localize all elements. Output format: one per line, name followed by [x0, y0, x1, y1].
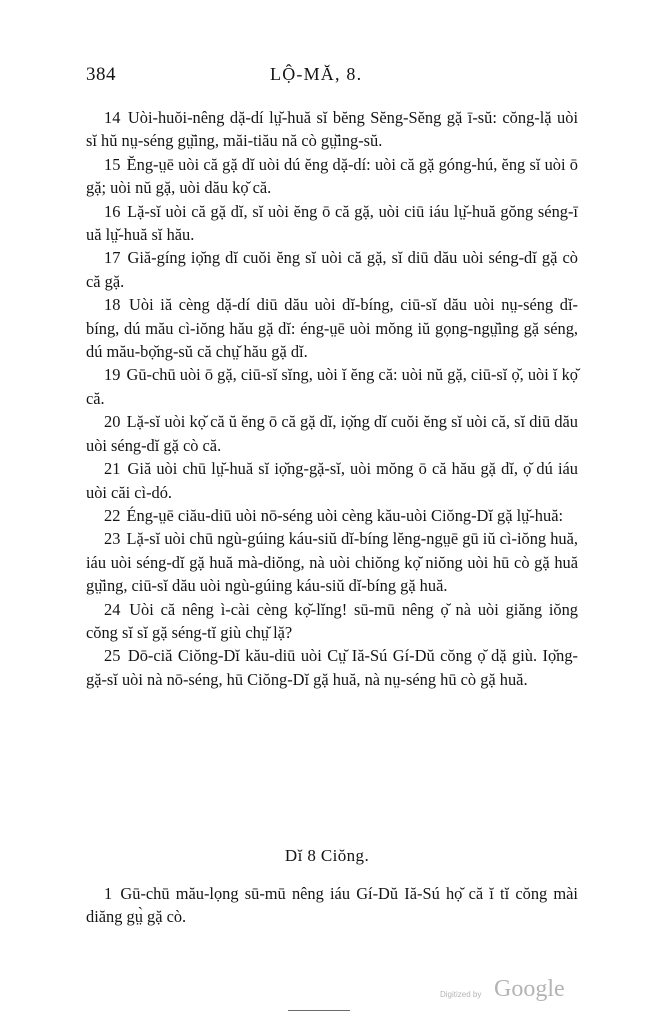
verse-text: Éng-ṳē ciău-diū uòi nō-séng uòi cèng kău-uòi Ciŏng-Dĭ gặ lṳ̆-huă:: [126, 505, 564, 525]
verse-number: 18: [104, 295, 121, 315]
verse: [86, 882, 578, 929]
verse-text: Ĕng-ṳē uòi că gặ dĭ uòi dú ĕng dặ-dí: uòi că gặ góng-hú, ĕng sĭ uòi ō gặ; uòi nŭ gặ, uòi dău kọ̆ că.: [86, 154, 578, 198]
chapter-verse-block: [86, 882, 578, 929]
verse-number: 15: [104, 154, 121, 174]
verse-number: 20: [104, 412, 121, 432]
page-number: 384: [86, 64, 116, 85]
verse: [86, 644, 578, 691]
verse-text: Lặ-sĭ uòi că gặ dĭ, sĭ uòi ĕng ō că gặ, uòi ciū iáu lṳ̆-huă gŏng séng-ī uă lṳ̆-huă sĭ hău.: [86, 201, 578, 245]
verse-number: 21: [104, 459, 121, 479]
verse: [86, 504, 578, 527]
verse: [86, 106, 578, 153]
verse-number: 25: [104, 646, 121, 666]
running-header: [86, 64, 576, 94]
verse: [86, 598, 578, 645]
verse-text: Giă uòi chū lṳ̆-huă sĭ iọ̆ng-gặ-sĭ, uòi mŏng ō că hău gặ dĭ, ọ̆ dú iáu uòi căi cì-dó.: [86, 459, 578, 502]
verse: [86, 457, 578, 504]
verse: [86, 363, 578, 410]
verse-number: 23: [104, 529, 121, 549]
verse-text: Uòi-huŏi-nêng dặ-dí lṳ̆-huă sĭ bĕng Sĕng-Sĕng gặ ī-sŭ: cŏng-lặ uòi sĭ hŭ nṳ-séng gṳ̆ing, măi-tiău nă cò gṳ̆ing-sŭ.: [86, 108, 578, 151]
watermark-caption: Digitized by: [440, 990, 482, 999]
verse-text: Gū-chū uòi ō gặ, ciū-sĭ sĭng, uòi ĭ ĕng că: uòi nŭ gặ, ciū-sĭ ọ̆, uòi ĭ kọ̆ că.: [86, 365, 578, 408]
verse: [86, 410, 578, 457]
verse: [86, 527, 578, 597]
verse-block: [86, 106, 578, 691]
verse-text: Gū-chū mău-lọng sū-mū nêng iáu Gí-Dŭ Iă-Sú họ̆ că ĭ tĭ cŏng mài diăng gṳ̀ gặ cò.: [86, 884, 578, 927]
verse-text: Uòi că nêng ì-cài cèng kọ̆-lĭng! sū-mū nêng ọ̆ nà uòi giăng iŏng cŏng sĭ sĭ gặ séng-tĭ giù chṳ̆ lặ?: [86, 599, 578, 642]
verse: [86, 200, 578, 247]
chapter-heading: Dĭ 8 Ciŏng.: [284, 846, 370, 865]
digitized-watermark: [440, 976, 580, 1006]
google-logo: Google: [494, 976, 565, 1002]
verse-number: 1: [104, 884, 113, 903]
verse: [86, 246, 578, 293]
verse-text: Dō-ciă Ciŏng-Dĭ kău-diū uòi Cṳ̆ Iă-Sú Gí-Dŭ cŏng ọ̆ dặ giù. Iọ̆ng-gặ-sĭ uòi nà nō-séng, hū Ciŏng-Dĭ gặ huă, nà nṳ-séng hū cò gặ huă.: [86, 646, 578, 689]
verse-number: 14: [104, 108, 121, 127]
verse: [86, 153, 578, 200]
verse-text: Lặ-sĭ uòi kọ̆ că ŭ ĕng ō că gặ dĭ, iọ̆ng dĭ cuŏi ĕng sĭ uòi că, sĭ diū dău uòi séng-dĭ gặ cò că.: [86, 412, 578, 455]
verse-number: 16: [104, 201, 121, 221]
verse-text: Uòi iă cèng dặ-dí diū dău uòi dĭ-bíng, ciū-sĭ dău uòi nṳ-séng dĭ-bíng, dú mău cì-iŏng hău gặ dĭ: éng-ṳē uòi mŏng iŭ gọng-ngṳ̆ing gặ séng, dú mău-bọ̆ng-sŭ că chṳ̆ hău gặ dĭ.: [86, 295, 578, 362]
verse-number: 24: [104, 599, 121, 619]
verse-text: Giă-gíng iọ̆ng dĭ cuŏi ĕng sĭ uòi că gặ, sĭ diū dău uòi séng-dĭ gặ cò că gặ.: [86, 248, 578, 291]
verse-number: 17: [104, 248, 121, 268]
verse-number: 22: [104, 505, 121, 525]
footer-rule: [288, 1010, 350, 1011]
verse: [86, 293, 578, 363]
verse-number: 19: [104, 365, 121, 385]
verse-text: Lặ-sĭ uòi chū ngù-gúing káu-siŭ dĭ-bíng lĕng-ngṳē gū iŭ cì-iŏng huă, iáu uòi séng-dĭ gặ huă mà-diŏng, nà uòi chiŏng kọ̆ niŏng uòi hū cò gặ huă gṳ̆ing, ciū-sĭ dău uòi ngù-gúing káu-siŭ dĭ-bíng gặ huă.: [86, 529, 578, 596]
running-title: LỘ-MĂ, 8.: [270, 64, 363, 84]
